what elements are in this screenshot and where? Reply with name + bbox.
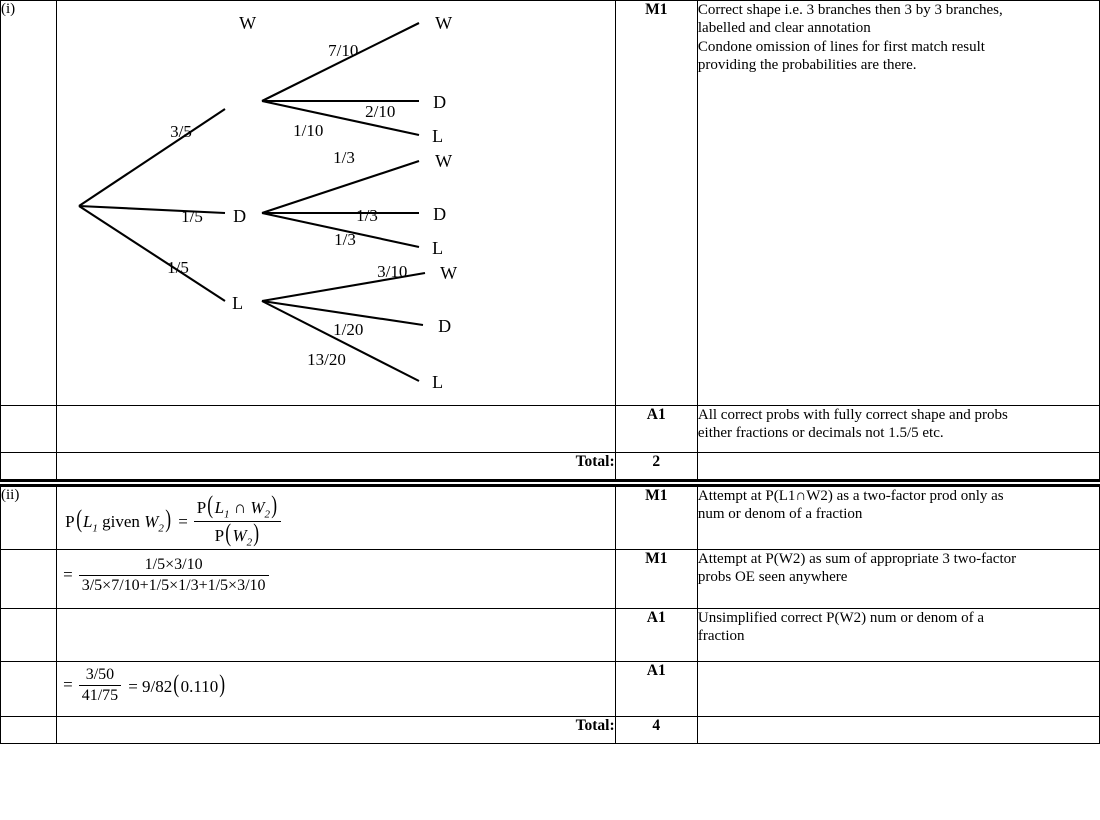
table-row-total xyxy=(1,453,1100,480)
comment-cell xyxy=(697,1,1099,406)
comment-line: Condone omission of lines for first match result xyxy=(697,38,985,55)
branch-probability: 3/10 xyxy=(377,262,408,281)
tree-node: W xyxy=(435,151,453,171)
tree-lines xyxy=(57,1,613,405)
branch-probability: 2/10 xyxy=(365,102,396,121)
comment-cell xyxy=(697,406,1099,453)
part-label-ii: (ii) xyxy=(1,487,57,550)
mark-code: A1 xyxy=(615,608,697,661)
tree-node: L xyxy=(432,238,444,258)
formula-lhs: $P(L_1$ given $W_2$) xyxy=(65,506,171,535)
comment-cell-empty xyxy=(697,661,1099,716)
comment-line: Attempt at P(L1∩W2) as a two-factor prod only as xyxy=(697,488,1004,504)
comment-line: labelled and clear annotation xyxy=(697,20,871,37)
comment-cell xyxy=(697,608,1099,661)
mark-code: A1 xyxy=(615,661,697,716)
comment-line: fraction xyxy=(697,628,745,645)
table-row xyxy=(1,406,1100,453)
working-cell-empty xyxy=(57,608,616,661)
tree-node: L xyxy=(432,372,444,392)
comment-cell xyxy=(697,549,1099,608)
table-row xyxy=(1,661,1100,716)
fraction-denominator: $P(W_2)$ xyxy=(214,520,260,549)
branch-probability: 1/3 xyxy=(334,230,356,249)
section-separator xyxy=(1,480,1100,487)
branch-probability: 1/3 xyxy=(356,206,378,225)
comment-line: Unsimplified correct P(W2) num or denom of a xyxy=(697,609,985,626)
working-cell-formula xyxy=(57,487,616,550)
part-label-blank xyxy=(1,453,57,480)
conditional-probability-formula xyxy=(65,492,615,549)
tree-node: D xyxy=(233,206,247,226)
comment-line: Correct shape i.e. 3 branches then 3 by 3 branches, xyxy=(697,2,1003,18)
part-label-blank xyxy=(1,549,57,608)
branch-probability: 13/20 xyxy=(307,350,346,369)
branch-probability: 1/5 xyxy=(181,207,203,226)
table-row xyxy=(1,1,1100,406)
tree-node: D xyxy=(438,316,452,336)
formula-fraction xyxy=(194,492,282,549)
fraction-denominator: 41/75 xyxy=(81,686,119,704)
mark-code: M1 xyxy=(615,549,697,608)
branch-probability: 1/5 xyxy=(167,258,189,277)
answer-value: = 9/82(0.110) xyxy=(128,670,226,698)
working-cell-answer xyxy=(57,661,616,716)
working-cell-tree xyxy=(57,1,616,406)
probability-tree-diagram xyxy=(57,1,613,405)
comment-cell-empty xyxy=(697,453,1099,480)
tree-node: W xyxy=(239,13,257,33)
mark-code: M1 xyxy=(615,487,697,550)
tree-node: D xyxy=(433,204,447,224)
fraction-numerator: $P(L_1$ ∩ $W_2$) xyxy=(194,495,282,522)
working-cell-empty xyxy=(57,406,616,453)
table-row xyxy=(1,608,1100,661)
branch-probability: 7/10 xyxy=(328,41,359,60)
tree-node: W xyxy=(440,263,458,283)
table-row xyxy=(1,549,1100,608)
equals-sign: = xyxy=(63,674,73,694)
branch-probability: 1/10 xyxy=(293,121,324,140)
comment-line: All correct probs with fully correct shape and probs xyxy=(697,407,1008,423)
equals-sign: = xyxy=(178,511,188,531)
comment-line: probs OE seen anywhere xyxy=(697,569,848,586)
working-cell-substitution xyxy=(57,549,616,608)
comment-line: providing the probabilities are there. xyxy=(697,56,917,73)
total-label: Total: xyxy=(57,453,616,480)
part-label-blank xyxy=(1,661,57,716)
fraction-numerator: 1/5×3/10 xyxy=(79,556,269,576)
final-answer-expression xyxy=(63,666,615,704)
branch-probability: 1/20 xyxy=(333,320,364,339)
tree-node: L xyxy=(232,293,244,313)
tree-node: D xyxy=(433,92,447,112)
expression-fraction xyxy=(79,556,269,594)
comment-line: Attempt at P(W2) as sum of appropriate 3 two-factor xyxy=(697,550,1017,567)
table-row xyxy=(1,487,1100,550)
branch-probability: 1/3 xyxy=(333,148,355,167)
substituted-expression xyxy=(63,556,615,594)
mark-code: M1 xyxy=(615,1,697,406)
comment-cell-empty xyxy=(697,716,1099,743)
table-row-total xyxy=(1,716,1100,743)
comment-line: num or denom of a fraction xyxy=(697,506,863,523)
tree-node: L xyxy=(432,126,444,146)
mark-code: A1 xyxy=(615,406,697,453)
answer-fraction xyxy=(79,666,121,704)
comment-cell xyxy=(697,487,1099,550)
comment-line: either fractions or decimals not 1.5/5 etc. xyxy=(697,425,944,442)
fraction-denominator: 3/5×7/10+1/5×1/3+1/5×3/10 xyxy=(81,576,266,594)
part-label-i: (i) xyxy=(1,1,57,406)
branch-probability: 3/5 xyxy=(170,122,192,141)
part-label-blank xyxy=(1,608,57,661)
part-label-blank xyxy=(1,406,57,453)
total-label: Total: xyxy=(57,716,616,743)
total-mark: 4 xyxy=(615,716,697,743)
equals-sign: = xyxy=(63,564,73,584)
fraction-numerator: 3/50 xyxy=(79,666,121,686)
part-label-blank xyxy=(1,716,57,743)
tree-node: W xyxy=(435,13,453,33)
total-mark: 2 xyxy=(615,453,697,480)
